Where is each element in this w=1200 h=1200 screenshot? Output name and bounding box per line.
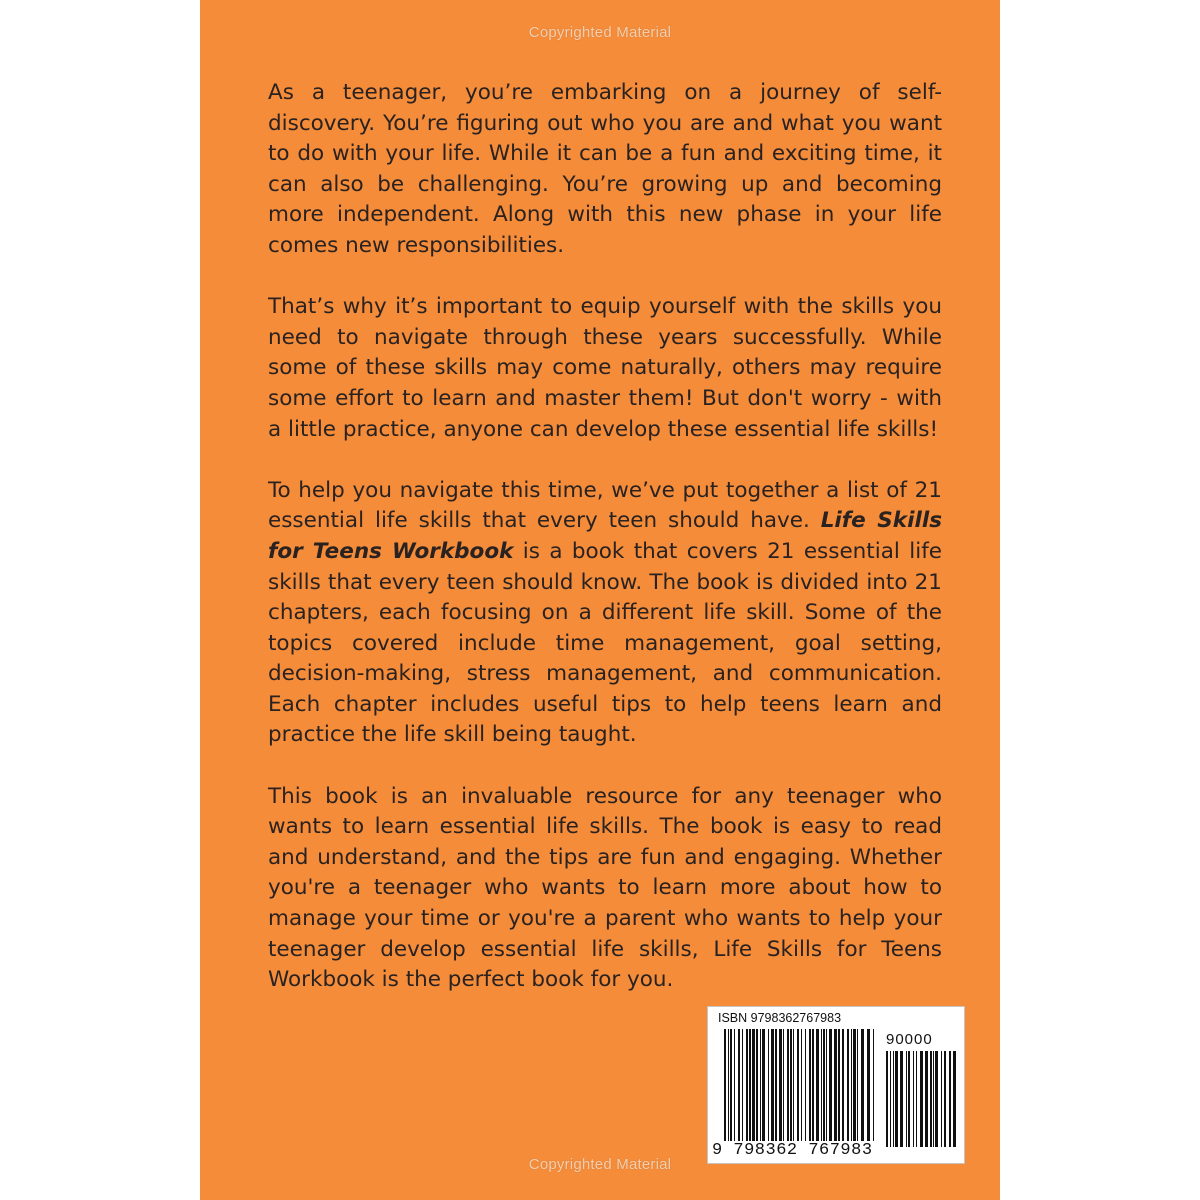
back-cover [200,0,1000,1200]
barcode-addon-bars-icon [886,1051,956,1147]
book-title-emphasis: Life Skills for Teens Workbook [268,508,942,564]
paragraph-1: As a teenager, you’re embarking on a journey of self-discovery. You’re figuring out who you are and what you want to do with your life. While it can be a fun and exciting time, it can also be challenging. You’re growing up and becoming more independent. Along with this new phase in your life comes new responsibilities. [268,80,942,258]
barcode-bars-icon [724,1029,874,1149]
price-code: 90000 [886,1031,933,1048]
paragraph-2: That’s why it’s important to equip yourself with the skills you need to navigate through these years successfully. While some of these skills may come naturally, others may require some effort to learn and master them! But don't worry - with a little practice, anyone can develop these essential life skills! [268,294,942,442]
blurb-text [268,78,942,1026]
paragraph-4: This book is an invaluable resource for any teenager who wants to learn essential life skills. The book is easy to read and understand, and the tips are fun and engaging. Whether you're a teenager who wants to learn more about how to manage your time or you're a parent who wants to help your teenager develop essential life skills, Life Skills for Teens Workbook is the perfect book for you. [268,783,942,993]
paragraph-3-end: is a book that covers 21 essential life skills that every teen should know. The book is divided into 21 chapters, each focusing on a different life skill. Some of the topics covered include time management, goal setting, decision-making, stress management, and communication. Each chapter includes useful tips to help teens learn and practice the life skill being taught. [268,538,942,748]
isbn-digits: 9 798362 767983 [712,1141,873,1160]
watermark-bottom: Copyrighted Material [528,1156,672,1173]
watermark-top: Copyrighted Material [528,24,672,41]
paragraph-3 [268,476,942,751]
isbn-barcode [707,1006,965,1164]
paragraph-3-start: To help you navigate this time, we’ve put together a list of 21 essential life skills that every teen should have. [268,477,942,534]
isbn-label: ISBN 9798362767983 [718,1011,842,1025]
